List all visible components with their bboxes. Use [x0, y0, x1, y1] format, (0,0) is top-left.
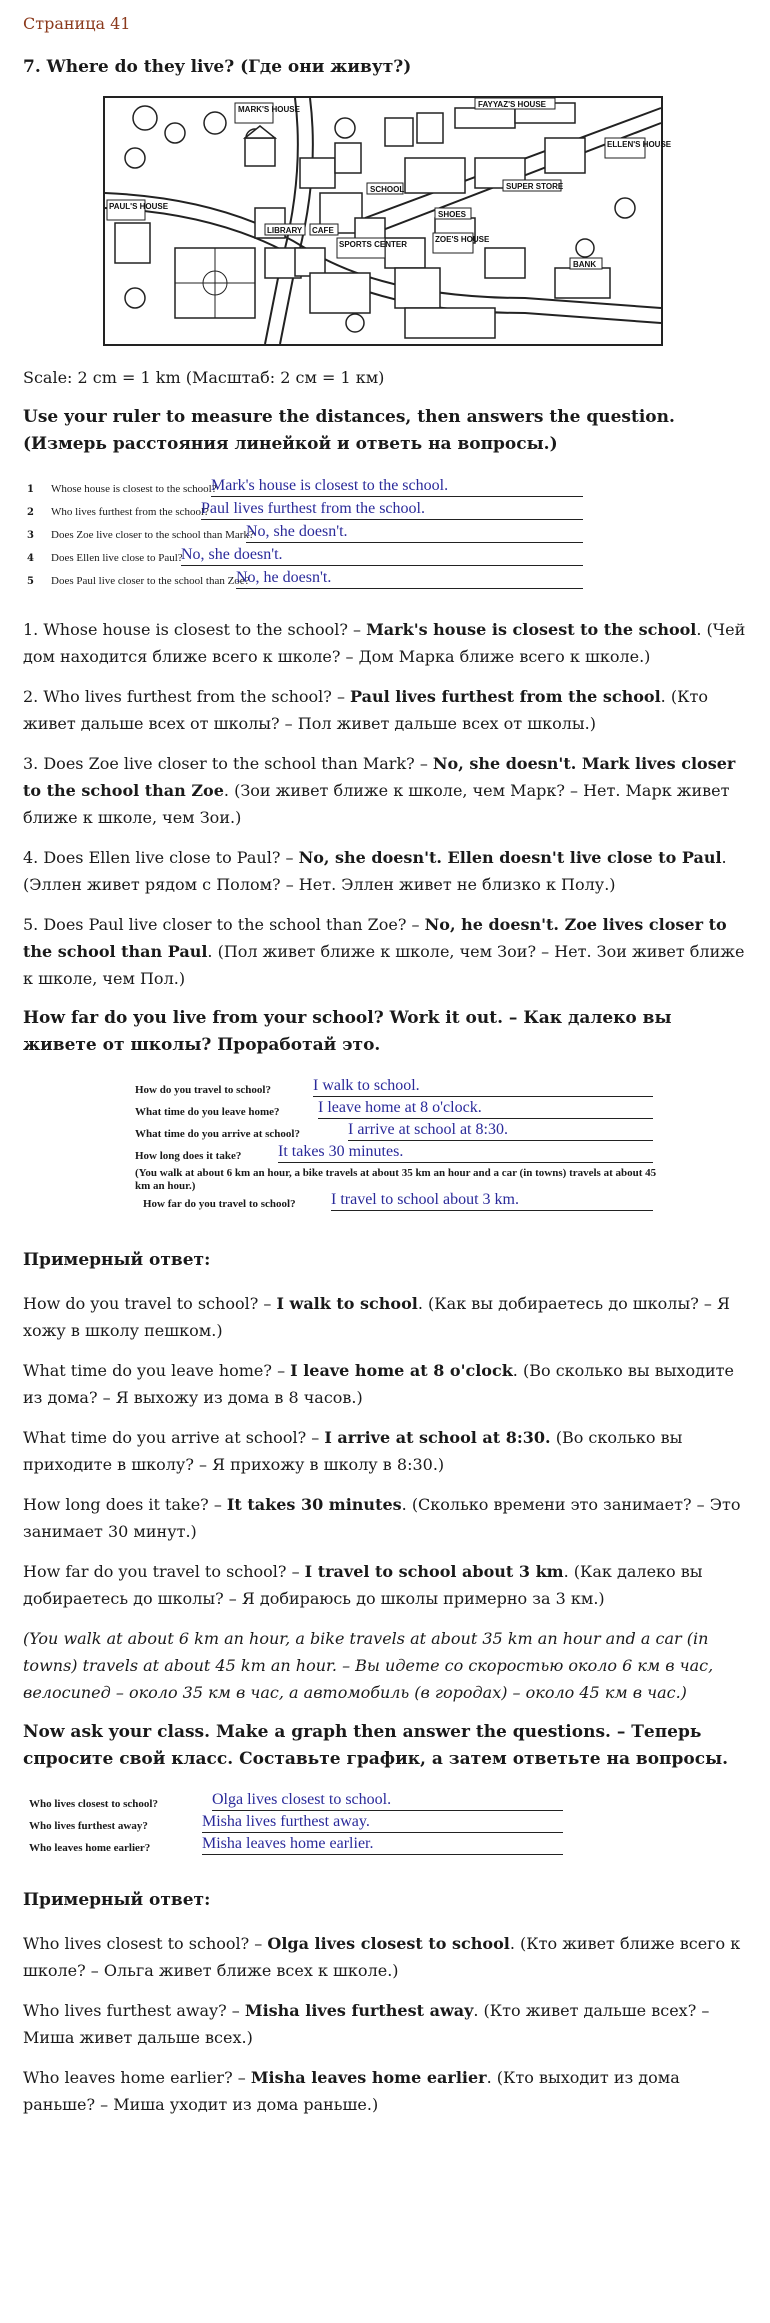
- answer-paragraph-translation: . (Зои живет ближе к школе, чем Марк? – Нет. Марк живет ближе к школе, чем Зои.): [23, 781, 730, 827]
- example-answer: [23, 1357, 747, 1411]
- answer-paragraph: [23, 616, 747, 670]
- worksheet-1-number: 5: [27, 576, 34, 587]
- map-label-fayyaz-house: FAYYAZ'S HOUSE: [478, 100, 546, 109]
- answer-paragraph-bold-answer: No, she doesn't. Mark lives closer to the school than Zoe: [23, 754, 736, 800]
- worksheet-2-row: [23, 1077, 747, 1099]
- page-link[interactable]: Страница 41: [23, 14, 131, 33]
- worksheet-2-answer: I arrive at school at 8:30.: [348, 1121, 508, 1138]
- worksheet-3-answer: Olga lives closest to school.: [212, 1791, 392, 1808]
- worksheet-3-answer: Misha leaves home earlier.: [202, 1835, 374, 1852]
- example-answer-bold-answer: I arrive at school at 8:30.: [324, 1428, 551, 1447]
- worksheet-1-answer: No, she doesn't.: [246, 523, 348, 540]
- worksheet-2-question: What time do you arrive at school?: [135, 1128, 300, 1140]
- worksheet-2-row: [23, 1191, 747, 1213]
- class-answer: [23, 2064, 747, 2118]
- worksheet-2-answer: I leave home at 8 o'clock.: [318, 1099, 482, 1116]
- instruction-3: Now ask your class. Make a graph then answer the questions. – Теперь спросите свой класс. Составьте график, а затем ответьте на вопросы.: [23, 1722, 729, 1769]
- worksheet-3-rule: [212, 1810, 563, 1811]
- worksheet-2-question: What time do you leave home?: [135, 1106, 280, 1118]
- map-label-cafe: CAFE: [312, 226, 334, 235]
- answer-paragraph-question: 3. Does Zoe live closer to the school than Mark? –: [23, 754, 433, 773]
- worksheet-1-row: [23, 476, 747, 499]
- worksheet-1-rule: [201, 519, 583, 520]
- example-answer-bold-answer: I walk to school: [276, 1294, 418, 1313]
- worksheet-1-rule: [236, 588, 583, 589]
- class-answer: [23, 1930, 747, 1984]
- worksheet-1-question: Does Paul live closer to the school than Zoe?: [51, 575, 250, 587]
- worksheet-3-rule: [202, 1832, 563, 1833]
- worksheet-2-rule: [318, 1118, 653, 1119]
- map-drawing: [105, 98, 672, 344]
- worksheet-2-row: [23, 1099, 747, 1121]
- instruction-1: Use your ruler to measure the distances, then answers the question. (Измерь расстояния линейкой и ответь на вопросы.): [23, 407, 675, 454]
- example-answer-question: What time do you leave home? –: [23, 1361, 291, 1380]
- map-label-school: SCHOOL: [370, 185, 405, 194]
- worksheet-1-answer: No, she doesn't.: [181, 546, 283, 563]
- worksheet-1-rule: [211, 496, 583, 497]
- example-label-1: Примерный ответ:: [23, 1250, 211, 1270]
- worksheet-2-answer: I walk to school.: [313, 1077, 420, 1094]
- map-label-pauls-house: PAUL'S HOUSE: [109, 202, 169, 211]
- worksheet-1-question: Who lives furthest from the school?: [51, 506, 209, 518]
- answer-paragraph-translation: . (Чей дом находится ближе всего к школе? – Дом Марка ближе всего к школе.): [23, 620, 746, 666]
- map-label-library: LIBRARY: [267, 226, 303, 235]
- worksheet-1-rule: [246, 542, 583, 543]
- class-answer: [23, 1997, 747, 2051]
- worksheet-1-answer: Mark's house is closest to the school.: [211, 477, 449, 494]
- map-label-marks-house: MARK'S HOUSE: [238, 105, 300, 114]
- class-answer-bold-answer: Misha leaves home earlier: [250, 2068, 487, 2087]
- example-answer: [23, 1491, 747, 1545]
- worksheet-3-question: Who lives closest to school?: [29, 1798, 158, 1810]
- answer-paragraph-question: 5. Does Paul live closer to the school than Zoe? –: [23, 915, 425, 934]
- worksheet-1-row: [23, 568, 747, 591]
- class-answer-translation: . (Кто выходит из дома раньше? – Миша уходит из дома раньше.): [23, 2068, 680, 2114]
- example-answer-question: How far do you travel to school? –: [23, 1562, 305, 1581]
- answer-paragraph-bold-answer: Mark's house is closest to the school: [366, 620, 697, 639]
- exercise-heading: 7. Where do they live? (Где они живут?): [23, 57, 412, 77]
- worksheet-2-rule: [348, 1140, 653, 1141]
- map-label-sports-centre: SPORTS CENTER: [339, 240, 408, 249]
- instruction-2: How far do you live from your school? Work it out. – Как далеко вы живете от школы? Проработай это.: [23, 1008, 672, 1055]
- worksheet-1-question: Does Zoe live closer to the school than Mark?: [51, 529, 254, 541]
- worksheet-2-question: How long does it take?: [135, 1150, 242, 1162]
- worksheet-3-answer: Misha lives furthest away.: [202, 1813, 370, 1830]
- worksheet-2-row: [23, 1143, 747, 1165]
- example-answer-translation: . (Во сколько вы выходите из дома? – Я выхожу из дома в 8 часов.): [23, 1361, 734, 1407]
- example-answer-bold-answer: I leave home at 8 o'clock: [290, 1361, 513, 1380]
- worksheet-2: [23, 1077, 747, 1227]
- worksheet-3-rule: [202, 1854, 563, 1855]
- class-answer-question: Who lives closest to school? –: [23, 1934, 268, 1953]
- answer-paragraph: [23, 911, 747, 992]
- worksheet-3-question: Who leaves home earlier?: [29, 1842, 151, 1854]
- worksheet-1-number: 4: [27, 553, 34, 564]
- worksheet-3-row: [23, 1813, 747, 1835]
- worksheet-2-question: How do you travel to school?: [135, 1084, 271, 1096]
- scale-text: Scale: 2 cm = 1 km (Масштаб: 2 см = 1 км): [23, 368, 385, 387]
- example-answer-translation: (Во сколько вы приходите в школу? – Я прихожу в школу в 8:30.): [23, 1428, 683, 1474]
- answer-paragraph: [23, 683, 747, 737]
- speed-note: (You walk at about 6 km an hour, a bike travels at about 35 km an hour and a car (in towns) travels at about 45 km an hour. – Вы идете со скоростью около 6 км в час, велосипед – около 35 км в час, а автомобиль (в городах) – около 45 км в час.): [23, 1629, 714, 1702]
- class-answer-translation: . (Кто живет ближе всего к школе? – Ольга живет ближе всех к школе.): [23, 1934, 741, 1980]
- worksheet-2-rule: [331, 1210, 653, 1211]
- answer-paragraph-question: 1. Whose house is closest to the school? –: [23, 620, 367, 639]
- worksheet-1-number: 1: [27, 484, 34, 495]
- worksheet-2-question: How far do you travel to school?: [143, 1198, 296, 1210]
- answer-paragraph-bold-answer: No, he doesn't. Zoe lives closer to the school than Paul: [23, 915, 727, 961]
- worksheet-2-rule: [313, 1096, 653, 1097]
- example-answer-question: What time do you arrive at school? –: [23, 1428, 325, 1447]
- answer-paragraph-question: 4. Does Ellen live close to Paul? –: [23, 848, 299, 867]
- example-answer-question: How do you travel to school? –: [23, 1294, 277, 1313]
- class-answer-bold-answer: Misha lives furthest away: [244, 2001, 474, 2020]
- example-answer-bold-answer: It takes 30 minutes: [226, 1495, 402, 1514]
- map-label-zoes-house: ZOE'S HOUSE: [435, 235, 490, 244]
- worksheet-2-row: [23, 1121, 747, 1143]
- worksheet-1: [23, 476, 747, 596]
- map-illustration: [103, 96, 672, 346]
- answer-paragraph-question: 2. Who lives furthest from the school? –: [23, 687, 351, 706]
- answer-paragraph-translation: . (Пол живет ближе к школе, чем Зои? – Нет. Зои живет ближе к школе, чем Пол.): [23, 942, 745, 988]
- worksheet-2-answer: I travel to school about 3 km.: [331, 1191, 519, 1208]
- worksheet-1-row: [23, 522, 747, 545]
- worksheet-1-rule: [181, 565, 583, 566]
- answer-paragraph-bold-answer: Paul lives furthest from the school: [350, 687, 661, 706]
- example-label-2: Примерный ответ:: [23, 1890, 211, 1910]
- example-answer-question: How long does it take? –: [23, 1495, 227, 1514]
- answer-paragraph-bold-answer: No, she doesn't. Ellen doesn't live close to Paul: [298, 848, 722, 867]
- worksheet-2-note: (You walk at about 6 km an hour, a bike travels at about 35 km an hour and a car (in towns) travels at about 45 km an hour.): [135, 1167, 657, 1192]
- answer-paragraph: [23, 844, 747, 898]
- example-answer-bold-answer: I travel to school about 3 km: [304, 1562, 564, 1581]
- example-answer: [23, 1424, 747, 1478]
- worksheet-2-answer: It takes 30 minutes.: [278, 1143, 404, 1160]
- example-answer-translation: . (Как далеко вы добираетесь до школы? – Я добираюсь до школы примерно за 3 км.): [23, 1562, 703, 1608]
- worksheet-3: [23, 1791, 747, 1867]
- map-label-ellens-house: ELLEN'S HOUSE: [607, 140, 672, 149]
- worksheet-2-rule: [278, 1162, 653, 1163]
- example-answer: [23, 1558, 747, 1612]
- class-answer-question: Who leaves home earlier? –: [23, 2068, 251, 2087]
- worksheet-3-row: [23, 1791, 747, 1813]
- worksheet-2-note-row: [23, 1165, 747, 1191]
- class-answer-bold-answer: Olga lives closest to school: [267, 1934, 510, 1953]
- class-answer-question: Who lives furthest away? –: [23, 2001, 245, 2020]
- worksheet-1-row: [23, 499, 747, 522]
- answer-paragraph: [23, 750, 747, 831]
- worksheet-3-question: Who lives furthest away?: [29, 1820, 148, 1832]
- example-answer-translation: . (Как вы добираетесь до школы? – Я хожу в школу пешком.): [23, 1294, 730, 1340]
- worksheet-1-number: 3: [27, 530, 34, 541]
- worksheet-1-row: [23, 545, 747, 568]
- example-answer-translation: . (Сколько времени это занимает? – Это занимает 30 минут.): [23, 1495, 741, 1541]
- answer-paragraph-translation: . (Кто живет дальше всех от школы? – Пол живет дальше всех от школы.): [23, 687, 708, 733]
- example-answer: [23, 1290, 747, 1344]
- worksheet-1-answer: Paul lives furthest from the school.: [201, 500, 425, 517]
- worksheet-1-question: Does Ellen live close to Paul?: [51, 552, 183, 564]
- class-answer-translation: . (Кто живет дальше всех? – Миша живет дальше всех.): [23, 2001, 710, 2047]
- worksheet-1-answer: No, he doesn't.: [236, 569, 332, 586]
- worksheet-1-question: Whose house is closest to the school?: [51, 483, 217, 495]
- answer-paragraph-translation: . (Эллен живет рядом с Полом? – Нет. Эллен живет не близко к Полу.): [23, 848, 727, 894]
- worksheet-1-number: 2: [27, 507, 34, 518]
- map-label-bank: BANK: [573, 260, 597, 269]
- map-label-shoes: SHOES: [438, 210, 467, 219]
- worksheet-3-row: [23, 1835, 747, 1857]
- map-label-super-store: SUPER STORE: [506, 182, 564, 191]
